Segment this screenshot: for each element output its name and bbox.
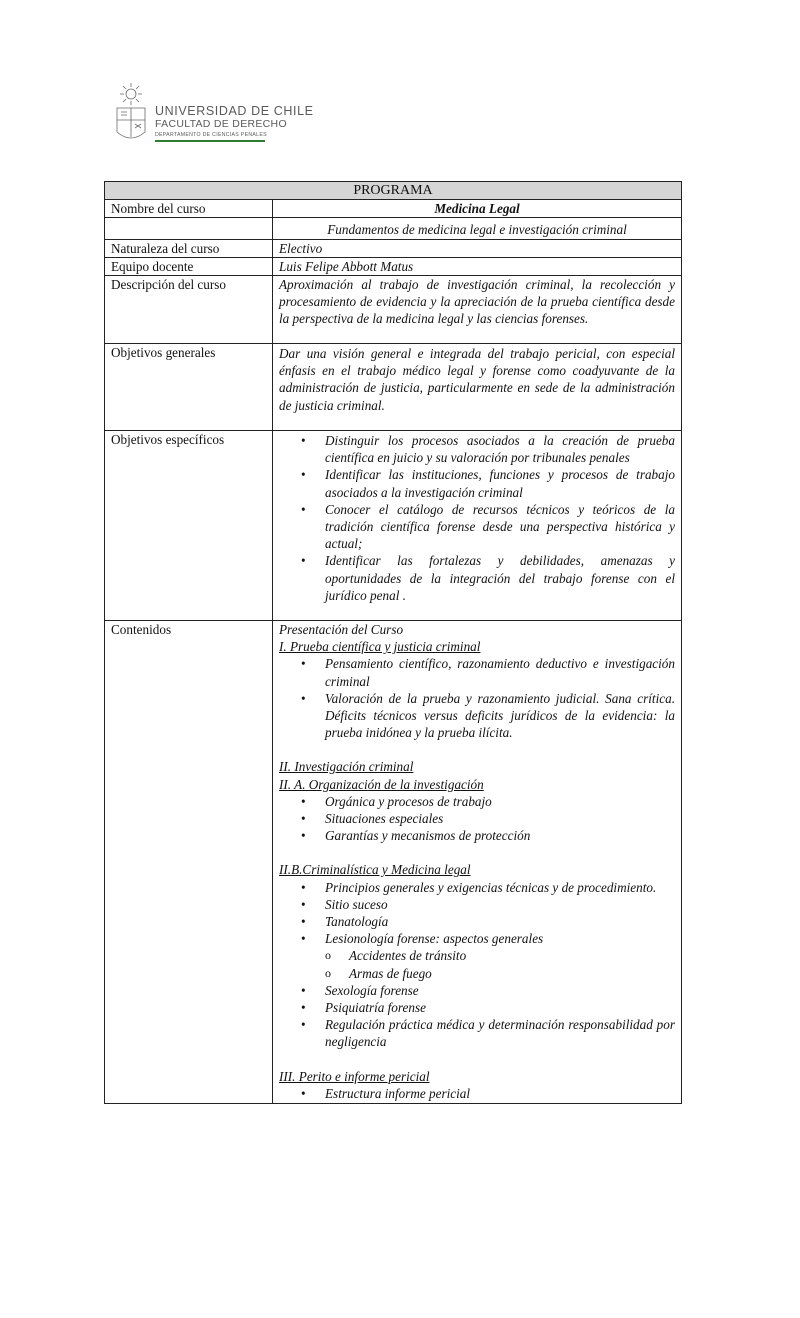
teaching-team: Luis Felipe Abbott Matus <box>273 257 682 275</box>
contents-intro: Presentación del Curso <box>279 622 404 638</box>
specific-objectives-label: Objetivos específicos <box>105 431 273 621</box>
list-item: • Tanatología <box>279 913 675 930</box>
program-table <box>104 181 682 1104</box>
table-row <box>105 344 682 431</box>
list-item: • Valoración de la prueba y razonamiento judicial. Sana crítica. Déficits técnicos versus deficits jurídicos de la evidencia: la prueba inidónea y la prueba ilícita. <box>279 690 675 742</box>
table-row <box>105 218 682 239</box>
university-logo <box>113 82 314 148</box>
logo-university-name: UNIVERSIDAD DE CHILE <box>155 104 314 118</box>
section-title: II. A. Organización de la investigación <box>279 776 484 792</box>
sub-list-item: o Armas de fuego <box>301 965 675 982</box>
table-row <box>105 257 682 275</box>
list-item: • Regulación práctica médica y determinación responsabilidad por negligencia <box>279 1016 675 1050</box>
course-name: Medicina Legal <box>273 200 682 218</box>
list-item: • Sitio suceso <box>279 896 675 913</box>
section-title: III. Perito e informe pericial <box>279 1068 430 1084</box>
description-label: Descripción del curso <box>105 276 273 344</box>
table-row <box>105 200 682 218</box>
list-item: • Principios generales y exigencias técnicas y de procedimiento. <box>279 879 675 896</box>
list-item: • Conocer el catálogo de recursos técnicos y teóricos de la tradición científica forense desde una perspectiva histórica y actual; <box>279 501 675 553</box>
course-subtitle: Fundamentos de medicina legal e investigación criminal <box>273 218 682 239</box>
list-item: • Distinguir los procesos asociados a la creación de prueba científica en juicio y su valoración por tribunales penales <box>279 432 675 466</box>
logo-green-bar <box>155 140 265 142</box>
program-header-row <box>105 182 682 200</box>
logo-faculty-name: FACULTAD DE DERECHO <box>155 118 287 130</box>
table-row <box>105 431 682 621</box>
section-title: II.B.Criminalística y Medicina legal <box>279 862 471 878</box>
table-row <box>105 276 682 344</box>
logo-department-name: DEPARTAMENTO DE CIENCIAS PENALES <box>155 132 267 138</box>
program-header: PROGRAMA <box>105 182 682 200</box>
course-name-label: Nombre del curso <box>105 200 273 218</box>
list-item: • Orgánica y procesos de trabajo <box>279 793 675 810</box>
table-row <box>105 621 682 1104</box>
list-item: • Identificar las instituciones, funciones y procesos de trabajo asociados a la investigación criminal <box>279 466 675 500</box>
list-item: • Psiquiatría forense <box>279 999 675 1016</box>
contents-label: Contenidos <box>105 621 273 1104</box>
nature-label: Naturaleza del curso <box>105 239 273 257</box>
list-item: • Sexología forense <box>279 982 675 999</box>
list-item: • Estructura informe pericial <box>279 1085 675 1102</box>
list-item: • Garantías y mecanismos de protección <box>279 827 675 844</box>
section-title: II. Investigación criminal <box>279 759 414 775</box>
list-item: • Lesionología forense: aspectos generales <box>279 930 675 947</box>
list-item: • Identificar las fortalezas y debilidades, amenazas y oportunidades de la integración del trabajo forense con el jurídico penal . <box>279 552 675 604</box>
list-item: • Pensamiento científico, razonamiento deductivo e investigación criminal <box>279 655 675 689</box>
course-description: Aproximación al trabajo de investigación criminal, la recolección y procesamiento de evidencia y la apreciación de la prueba científica desde la perspectiva de la medicina legal y las ciencias forenses. <box>273 276 682 344</box>
empty-label-cell <box>105 218 273 239</box>
university-seal-icon <box>113 82 149 146</box>
team-label: Equipo docente <box>105 257 273 275</box>
course-nature: Electivo <box>273 239 682 257</box>
general-objectives-label: Objetivos generales <box>105 344 273 431</box>
list-item: • Situaciones especiales <box>279 810 675 827</box>
table-row <box>105 239 682 257</box>
contents <box>273 621 682 1104</box>
sub-list-item: o Accidentes de tránsito <box>301 947 675 964</box>
section-title: I. Prueba científica y justicia criminal <box>279 639 481 655</box>
specific-objectives <box>273 431 682 621</box>
general-objectives: Dar una visión general e integrada del trabajo pericial, con especial énfasis en el trabajo médico legal y forense como coadyuvante de la administración de justicia, particularmente en sede de la administración de justicia criminal. <box>273 344 682 431</box>
